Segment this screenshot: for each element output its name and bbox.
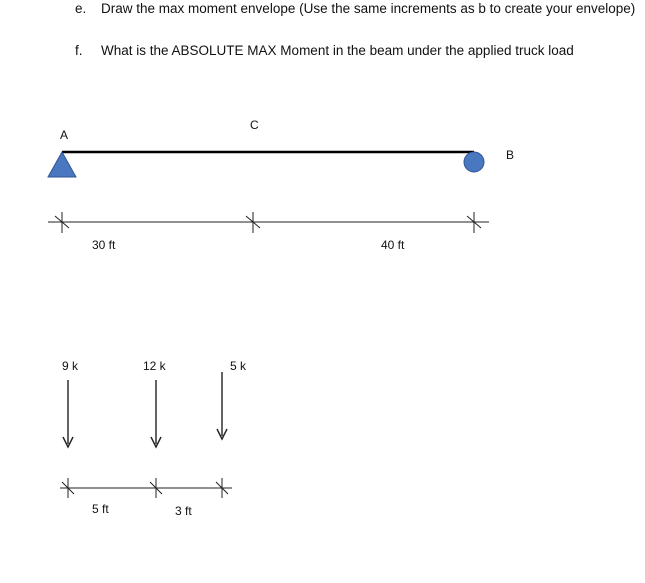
spacing-label-3ft: 3 ft <box>175 504 192 518</box>
roller-support-b-icon <box>464 152 484 172</box>
span-dimension-line <box>48 212 489 233</box>
load-arrow-9k <box>63 380 73 447</box>
spacing-label-5ft: 5 ft <box>92 502 109 516</box>
truck-spacing-dimension-line <box>60 478 232 498</box>
load-label-9k: 9 k <box>62 359 79 373</box>
load-arrow-12k <box>151 380 161 447</box>
load-label-12k: 12 k <box>143 359 166 373</box>
question-e-text: Draw the max moment envelope (Use the same increments as b to create your envelope) <box>101 1 636 16</box>
load-arrow-5k <box>217 372 227 439</box>
point-c-label: C <box>250 118 259 132</box>
span-cb-label: 40 ft <box>381 238 405 252</box>
span-ac-label: 30 ft <box>92 238 116 252</box>
question-f-letter: f. <box>75 43 83 58</box>
question-e-letter: e. <box>75 1 87 16</box>
question-f-text: What is the ABSOLUTE MAX Moment in the beam under the applied truck load <box>101 43 574 58</box>
load-label-5k: 5 k <box>230 359 247 373</box>
support-b-label: B <box>506 148 515 162</box>
pin-support-a-icon <box>48 152 76 177</box>
support-a-label: A <box>60 128 69 142</box>
